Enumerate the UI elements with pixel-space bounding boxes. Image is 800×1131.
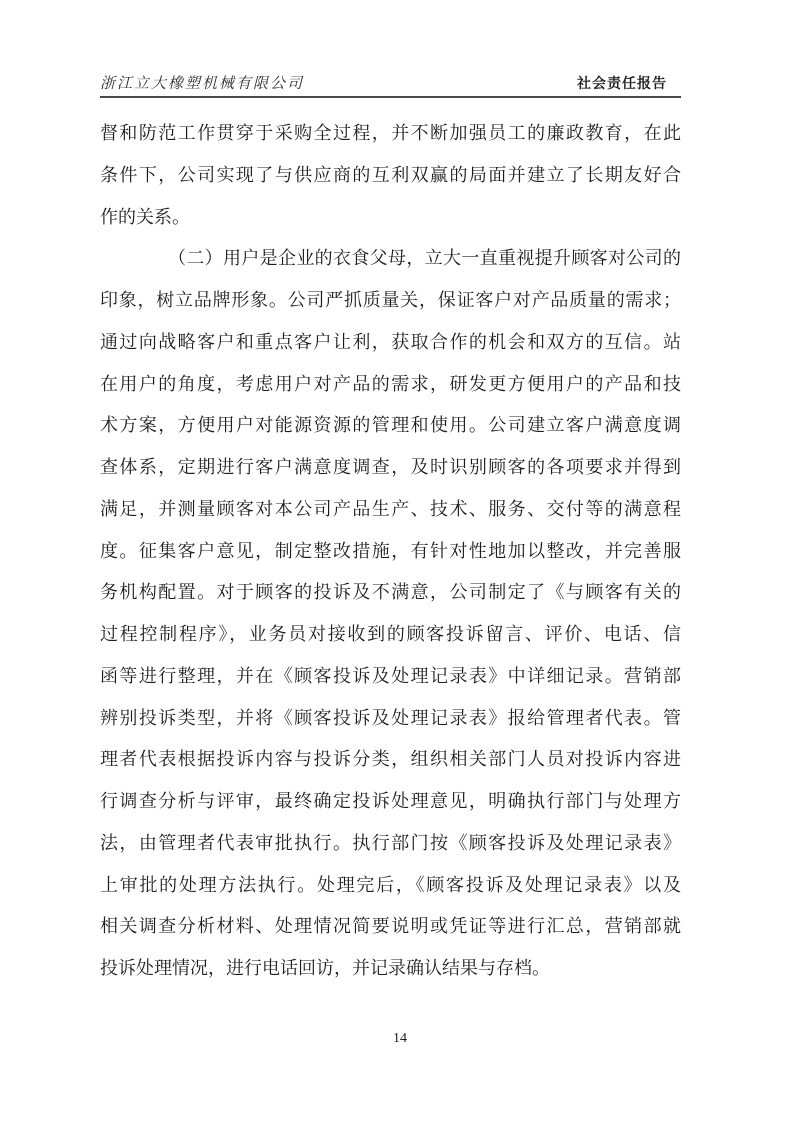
text-line: 理者代表根据投诉内容与投诉分类，组织相关部门人员对投诉内容进 xyxy=(100,749,681,770)
company-name: 浙江立大橡塑机械有限公司 xyxy=(100,76,305,92)
text-line: 上审批的处理方法执行。处理完后，《顾客投诉及处理记录表》以及 xyxy=(100,874,681,895)
text-line: 度。征集客户意见，制定整改措施，有针对性地加以整改，并完善服 xyxy=(100,540,681,561)
text-line: 过程控制程序》，业务员对接收到的顾客投诉留言、评价、电话、信 xyxy=(100,624,681,644)
text-line: 在用户的角度，考虑用户对产品的需求，研发更方便用户的产品和技 xyxy=(100,373,681,394)
text-line: 满足，并测量顾客对本公司产品生产、技术、服务、交付等的满意程 xyxy=(100,498,681,519)
text-line: 函等进行整理，并在《顾客投诉及处理记录表》中详细记录。营销部 xyxy=(100,665,681,686)
page-header xyxy=(100,71,681,93)
report-title: 社会责任报告 xyxy=(577,77,667,92)
text-line: 法，由管理者代表审批执行。执行部门按《顾客投诉及处理记录表》 xyxy=(100,832,681,853)
text-line: 投诉处理情况，进行电话回访，并记录确认结果与存档。 xyxy=(100,958,550,978)
text-line: 行调查分析与评审，最终确定投诉处理意见，明确执行部门与处理方 xyxy=(100,791,681,811)
text-line: 辨别投诉类型，并将《顾客投诉及处理记录表》报给管理者代表。管 xyxy=(100,707,681,728)
text-line: 条件下，公司实现了与供应商的互利双赢的局面并建立了长期友好合 xyxy=(100,164,681,185)
text-line: 相关调查分析材料、处理情况简要说明或凭证等进行汇总，营销部就 xyxy=(100,916,681,937)
body-text xyxy=(100,113,681,990)
header-rule xyxy=(100,96,681,98)
page-number: 14 xyxy=(393,1031,407,1046)
text-line: 查体系，定期进行客户满意度调查，及时识别顾客的各项要求并得到 xyxy=(100,457,681,477)
text-line: 通过向战略客户和重点客户让利，获取合作的机会和双方的互信。站 xyxy=(100,331,681,352)
text-line: 务机构配置。对于顾客的投诉及不满意，公司制定了《与顾客有关的 xyxy=(100,582,681,603)
text-line: 术方案，方便用户对能源资源的管理和使用。公司建立客户满意度调 xyxy=(100,415,681,436)
text-line: 督和防范工作贯穿于采购全过程，并不断加强员工的廉政教育，在此 xyxy=(100,123,681,143)
text-line: （二）用户是企业的衣食父母，立大一直重视提升顾客对公司的 xyxy=(168,248,681,269)
text-line: 印象，树立品牌形象。公司严抓质量关，保证客户对产品质量的需求； xyxy=(100,290,681,310)
text-line: 作的关系。 xyxy=(100,206,190,227)
